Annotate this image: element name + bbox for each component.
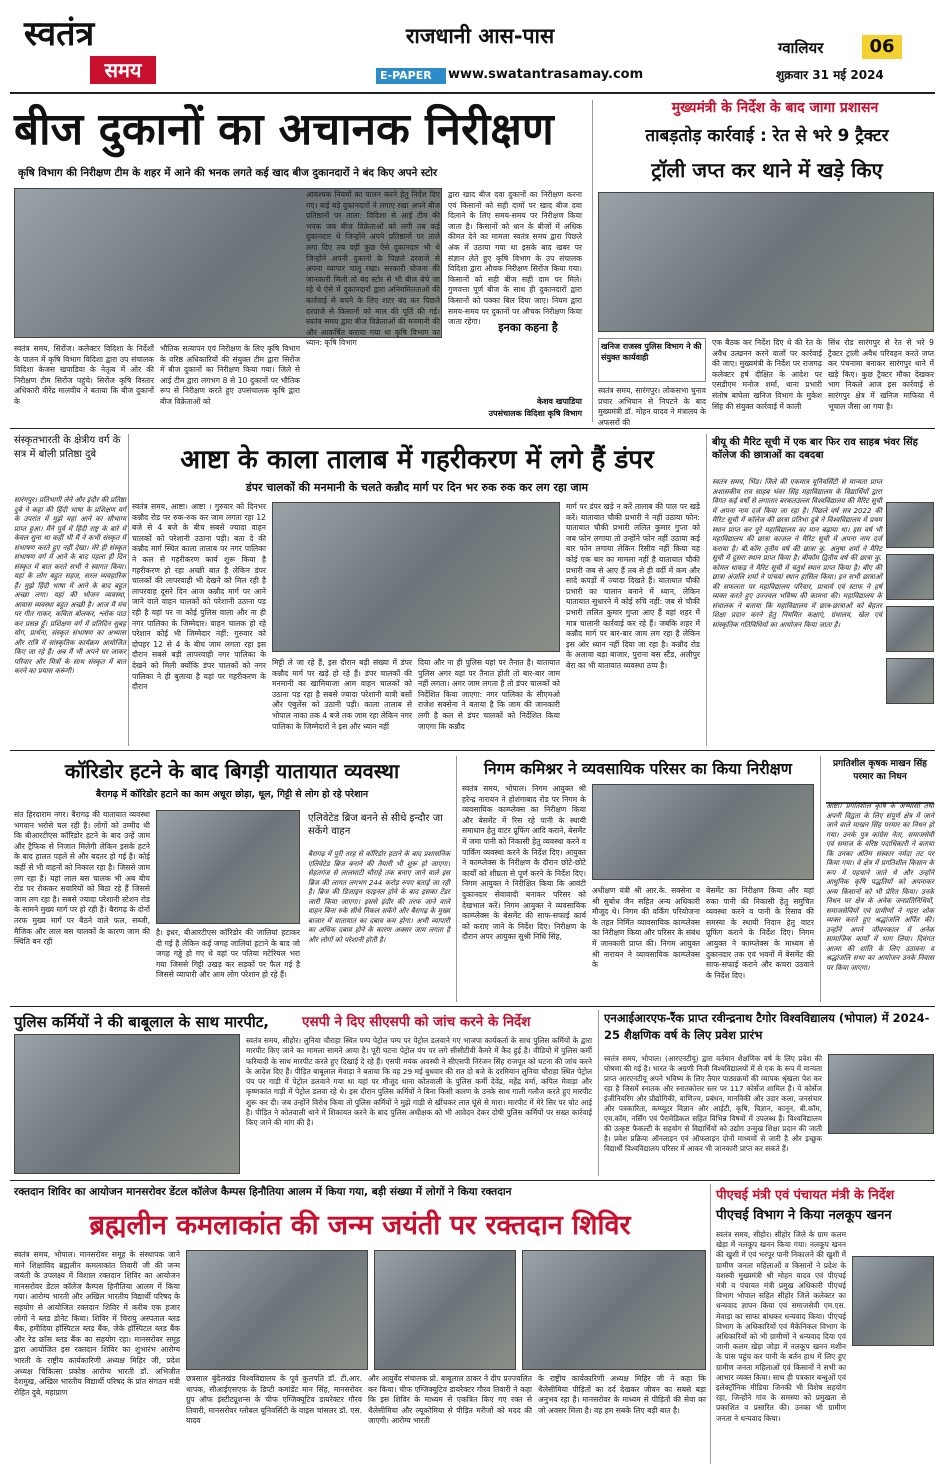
- a12-photo: [852, 1256, 934, 1346]
- website-link[interactable]: www.swatantrasamay.com: [446, 66, 746, 84]
- a10-body: स्वतंत्र समय, भोपाल। (आरएनटीयू) द्वारा वर्तमान शैक्षणिक वर्ष के लिए प्रवेश की घोषणा की गई है। भारत के अग्रणी निजी विश्वविद्यालयों में से एक के रूप में मान्यता प्राप्त आरएनटीयू अपने भविष्य के लिए तैयार पाठ्यक्रमों की व्यापक श्रृंखला पेश कर रहा है जिसमें स्नातक और स्नातकोत्तर स्तर पर 117 कोर्सेज शामिल हैं। ये कोर्सेज इंजीनियरिंग और प्रौद्योगिकी, वाणिज्य, प्रबंधन, मानविकी और उदार कला, जनसंचार और पत्रकारिता, कम्प्यूटर विज्ञान और आईटी, कृषि, विज्ञान, कानून, बी.कॉम, एम.कॉम, नर्सिंग एवं पैरामेडिकल सहित विभिन्न विषयों में उपलब्ध हैं। विश्वविद्यालय की उत्कृष्ट फैकल्टी के सहयोग से विद्यार्थियों को उद्योग उन्मुख शिक्षा प्रदान की जाती है। प्रवेश प्रक्रिया ऑनलाइन एवं ऑफलाइन दोनों माध्यमों से जारी है और इच्छुक विद्यार्थी विश्वविद्यालय परिसर में आकर भी जानकारी प्राप्त कर सकते हैं।: [604, 1054, 822, 1153]
- a11-headline: ब्रह्मलीन कमलाकांत की जन्म जयंती पर रक्तदान शिविर: [89, 1210, 631, 1241]
- section-divider: [10, 1006, 935, 1007]
- section-divider: [10, 1180, 935, 1181]
- epaper-label: E-PAPER: [380, 69, 432, 82]
- a6-col2: है। इधर, बीआरटीएस कॉरिडोर की जालियां हटाकर दी गई है लेकिन कई जगह जालियां हटाने के बाद जो जगह गड्ढे हो गए थे वहां पर पतिया मटेरियल भरा गया जिससे गिट्टी उखड़ कर सड़कों पर फैल गई है जिससे व्यापारी और आम लोग परेशान हो रहे हैं।: [156, 928, 300, 980]
- a9-headline-1: पुलिस कर्मियों ने की बाबूलाल के साथ मारपीट,: [14, 1013, 269, 1031]
- divider: [706, 434, 707, 746]
- logo[interactable]: [20, 14, 158, 88]
- a3-body: सारंगपुर। प्रतिभागी लेने और इंदौर की प्रतिष्ठा दुबे ने कहा की हिंदी भाषा के प्रशिक्षण वर्ग के उपरांत में मुझे यहां आने का सौभाग्य प्राप्त हुआ। मैंने पूर्व में हिंदी राष्ट्र के बारे में केवल सुना था कहीं भी मैं ने कभी संस्कृत में संभाषण करते हुए नहीं देखा। मेरे ही संस्कृत संभाषण वर्ग में आने के बाद पहला ही दिन संस्कृत में बात करते सभी ने स्वागत किया। यहां के लोग बहुत सहज, सरल व्यवहारिक हैं। मुझे हिंदी भाषा में आने के बाद बहुत अच्छा लगा। यहां की भोजन व्यवस्था, आवास व्यवस्था बहुत अच्छी है। आज मैं मंच पर गीत गाकर, कविता बोलकर, श्लोक पाठ कर प्रसन्न हूँ। प्रशिक्षण वर्ग में प्रतिदिन सुबह योग, प्रार्थना, संस्कृत संभाषण का अभ्यास और रात्रि में सांस्कृतिक कार्यक्रम आयोजित किए जा रहे हैं। अब मैं भी अपने घर जाकर परिवार और मित्रों के साथ संस्कृत में बात करने का प्रयास करूंगी।: [14, 496, 126, 675]
- a1-subheadline: कृषि विभाग की निरीक्षण टीम के शहर में आने की भनक लगते कई खाद बीज दुकानदारों ने बंद किए अपने स्टोर: [18, 167, 438, 179]
- section-divider: [10, 750, 935, 751]
- a2-headline-1: ताबड़तोड़ कार्रवाई : रेत से भरे 9 ट्रैक्टर: [645, 126, 889, 146]
- a2-col1: स्वतंत्र समय, सारंगपुर। लोकसभा चुनाव प्रचार अभियान से निपटने के बाद मुख्यमंत्री डॉ. मोहन यादव ने मंत्रालय के अफसरों की: [598, 386, 706, 427]
- divider: [128, 434, 129, 746]
- a5-photo-3: [886, 606, 934, 652]
- divider: [456, 756, 457, 1002]
- section-divider: [10, 428, 935, 429]
- a5-body: स्वतंत्र समय, भिंड। जिले की एकमात्र यूनिवर्सिटी से मान्यता प्राप्त अशासकीय राव साहब भंवर सिंह महाविद्यालय के विद्यार्थियों द्वारा विगत कई वर्षों से लगातार बरकतउल्ला विश्वविद्यालय की मैरिट सूची में अपना नाम दर्ज किया जा रहा है। पिछले वर्ष सत्र 2022 की मैरिट सूची में कॉलेज की छात्रा प्रतिभा दुबे ने विश्वविद्यालय में प्रथम स्थान प्राप्त कर पूरे महाविद्यालय का मान बढ़ाया था। इस वर्ष भी महाविद्यालय की छात्रा काजल ने मैरिट सूची में अपना नाम दर्ज कराया है। बी.कॉम तृतीय वर्ष की छात्रा कु. अनुषा शर्मा ने मैरिट सूची में दूसरा स्थान प्राप्त किया है। बीकॉम द्वितीय वर्ष की छात्रा कु. कोमल धाकड़ ने मैरिट सूची में चतुर्थ स्थान प्राप्त किया है। बीए की छात्रा अंजलि शर्मा ने पांचवां स्थान हासिल किया। इन सभी छात्राओं की सफलता पर महाविद्यालय परिवार, प्राचार्य एवं स्टाफ ने हर्ष व्यक्त करते हुए उज्ज्वल भविष्य की कामना की। महाविद्यालय के संचालक ने बताया कि महाविद्यालय में छात्र-छात्राओं को बेहतर शिक्षा प्रदान करने हेतु नियमित कक्षाएं, ग्रंथालय, खेल एवं सांस्कृतिक गतिविधियों का आयोजन किया जाता है।: [712, 478, 882, 629]
- a8-body: आष्टा। प्रगतिशील कृषि के अभ्यासी तथा अपनी विद्वता के लिए संपूर्ण क्षेत्र में जाने जाने वाले माखन सिंह परमार का निधन हो गया। उनके पुत्र कांग्रेस नेता, समाजसेवी एवं समाज के वरिष्ठ पदाधिकारी ने बताया कि उनका अंतिम संस्कार नर्मदा तट पर किया गया। वे क्षेत्र में प्रगतिशील किसान के रूप में पहचाने जाते थे और उन्होंने आधुनिक कृषि पद्धतियों को अपनाकर अन्य किसानों को भी प्रेरित किया। उनके निधन पर क्षेत्र के अनेक जनप्रतिनिधियों, समाजसेवियों एवं ग्रामीणों ने गहरा शोक व्यक्त करते हुए श्रद्धांजलि अर्पित की। उन्होंने अपने जीवनकाल में अनेक सामाजिक कार्यों में भाग लिया। दिवंगत आत्मा की शांति के लिए उठावना व श्रद्धांजलि सभा का आयोजन उनके निवास पर किया जाएगा।: [826, 802, 934, 972]
- a5-photo-1: [886, 502, 934, 548]
- a4-subheadline: डंपर चालकों की मनमानी के चलते कन्नौद मार्ग पर दिन भर रुक रुक कर लग रहा जाम: [245, 481, 589, 494]
- a2-col2: एक बैठक कर निर्देश दिए थे की रेत के अवैध उत्खनन करने वालों पर कार्रवाई की जाए। मुख्यमंत्री के निर्देश पर राजगढ़ कलेक्टर हर्ष दीक्षित के आदेश पर एसडीएम मनोज शर्मा, थाना प्रभारी संतोष बाघेला खनिज विभाग के मुकेश सिंह की संयुक्त कार्रवाई में काली: [712, 338, 822, 411]
- a12-headline-1: पीएचई मंत्री एवं पंचायत मंत्री के निर्देश: [716, 1188, 895, 1203]
- a9-photo: [14, 1034, 240, 1174]
- a4-col3: दिया और ना ही पुलिस यहां पर तैनात है। यातायात पुलिस अगर यहां पर तैनात होती तो बार-बार जाम नहीं लगता। अगर जाम लगता है तो डंपर चालकों को निर्देशित किया जाएगा: नगर पालिका के सीएमओ राजेश सक्सेना ने बताया है कि जाम की जानकारी लगी है कल से डंपर चालकों को निर्देशित किया जाएगा कि कन्नौद: [418, 658, 560, 731]
- a12-body-top: स्वतंत्र समय, सीहोर। सीहोर जिले के ग्राम कलम खेड़ा में नलकूप खनन किया गया। नलकूप खनन की खुशी में एवं भरपूर पानी निकालने की खुशी में ग्रामीण जनता महिलाओं व किसानों ने प्रदेश के यशस्वी मुख्यमंत्री श्री मोहन यादव एवं पीएचई मंत्री व पंचायत मंत्री प्रमुख अधिकारी पीएचई विभाग भोपाल सहित सीहोर जिले कलेक्टर का धन्यवाद ज्ञापन किया एवं समाजसेवी एम.एस. मेवाड़ा का साफा बांधकर धन्यवाद किया। पीएचई विभाग के अधिकारियों एवं मैकेनिकल विभाग के अधिकारियों को भी ग्रामीणों ने धन्यवाद दिया एवं जानी कलम खेड़ा जोड़ा में नलकूप खनन मशीन के पास पहुंच कर पानी के बर्तन हाथ में लिए हुए ग्रामीण जनता महिलाओं एवं किसानों ने सभी का आभार व्यक्त किया। साथ ही पत्रकार बन्धुओं एवं इलेक्ट्रॉनिक मीडिया जिनकी भी विशेष सहयोग रहा, जिन्होंने गांव के समस्या को प्रमुखता से प्रकाशित व प्रसारित की। उनका भी ग्रामीण जनता ने धन्यवाद किया।: [716, 1230, 846, 1423]
- a10-photo: [828, 1054, 934, 1134]
- a1-quote-signature: केशव खपाडिया: [536, 397, 582, 406]
- a11-col3: और आयुर्वेद संचालक प्रो. बाबूलाल ठाकर ने दीप प्रज्ज्वलित कर किया। चीफ एग्जिक्यूटिव डायरेक्टर गौरव तिवारी ने कहा कि इस शिविर के माध्यम से एकत्रित किए गए रक्त से थैलेसीमिया और ल्यूकोमिया से पीड़ित मरीजों को मदद की जाएगी। आरोग्य भारती: [368, 1374, 532, 1426]
- a6-col1: संत हिरदाराम नगर। बैरागढ़ की यातायात व्यवस्था भगवान भरोसे चल रही है। लोगों को उम्मीद थी कि बीआरटीएस कॉरिडोर हटने के बाद उन्हें जाम और ट्रैफिक से निजात मिलेगी लेकिन इसके हटने के बाद हालत पहले से और बदतर हो गई है। कोई कहीं से भी वाहनों को निकाल रहा है। जिससे जाम लग रहा है। यहां लाल बस चालक भी अब बीच रोड पर रोककर सवारियों को बिठा रहे हैं जिससे जाम लग रहा है। सबसे ज्यादा परेशानी स्टेशन रोड के सामने मुख्य मार्ग पर हो रही है। बैरागढ़ के दोनों तरफ मुख्य मार्ग पर बैठने वाले फल, सब्जी, मैजिक और लाल बस चालकों के कारण जाम की स्थिति बन रही: [14, 810, 150, 947]
- a5-headline: बीयू की मैरिट सूची में एक बार फिर राव साहब भंवर सिंह कॉलेज की छात्राओं का दबदबा: [712, 437, 918, 461]
- a2-headline-2: ट्रॉली जप्त कर थाने में खड़े किए: [651, 158, 883, 182]
- a2-photo: [598, 192, 934, 332]
- a12-headline-2: पीएचई विभाग ने किया नलकूप खनन: [716, 1208, 892, 1223]
- a6-side-body: बैरागढ़ में पूरी तरह से कॉरिडोर हटाने के बाद प्रशासनिक एलिवेटेड ब्रिज बनाने की तैयारी भी शुरू हो जाएगा। सेहतगंज से लालघाटी चौराहे तक बनाए जाने वाले इस ब्रिज की लागत लगभग 244 करोड़ रुपए बताई जा रही है। ब्रिज की डिजाइन फाइनल होने के बाद इसका टेंडर जारी किया जाएगा। इससे इंदौर की तरफ जाने वाले वाहन बिना रुके सीधे निकल सकेंगे और बैरागढ़ के मुख्य बाजार में यातायात का दबाव कम होगा। अभी व्यापारी का अधिक दबाव होने के कारण अक्सर जाम लगता है और लोगों को परेशानी होती है।: [308, 850, 450, 944]
- a9-body: स्वतंत्र समय, सीहोर। लुनिया चौराहा स्थित पम्प पेट्रोल पम्प पर पेट्रोल डलवाने गए भाजपा कार्यकर्ता के साथ पुलिस कर्मियों के द्वारा मारपीट किए जाने का मामला सामने आया है। पूरी घटना पेट्रोल पंप पर लगे सीसीटीवी कैमरे में कैद हुई है। वीडियो में पुलिस कर्मी फरियादी के साथ मारपीट करते हुए दिखाई दे रहे हैं। एसपी मयंक अवस्थी ने सीएसपी निरंजन सिंह राजपूत को घटना की जांच करने के आदेश दिए हैं। पीड़ित बाबूलाल मेवाड़ा ने बताया कि वह 29 मई बुधवार की रात दो बजे के दरमियान लुनिया चौराहा स्थित पेट्रोल पंप पर गाड़ी में पेट्रोल डलवाने गया था यहां पर मौजूद थाना कोतवाली के पुलिस कर्मी देवेंद्र, महेंद्र वर्मा, कपिल मेवाड़ा और कृष्णकांत गाड़ी में पेट्रोल डलवा रहे थे। इस दौरान पुलिस कर्मियों ने बिना किसी कारण के उनके साथ गाली गलौज करते हुए मारपीट शुरू कर दी। जब उन्होंने विरोध किया तो पुलिस कर्मियों ने मुझे गाड़ी से खींचकर लात घूंसे से मारा। मारपीट में मेरे सिर पर चोट आई है। पीड़ित ने कोतवाली थाने में शिकायत करने के बाद पुलिस अधीक्षक को भी आवेदन देकर दोषी पुलिस कर्मियों पर सख्त कार्रवाई किए जाने की मांग की है।: [246, 1036, 592, 1128]
- a1-col2: भौतिक सत्यापन एवं निरीक्षण के लिए कृषि विभाग के वरिष्ठ अधिकारियों की संयुक्त टीम द्वारा सिरोंज में बीज दुकानों का निरीक्षण किया गया। जिले से आई टीम द्वारा लगभग 8 से 10 दुकानों पर भौतिक रूप से निरीक्षण करते हुए उपसंचालक कृषि द्वारा बीज विक्रेताओं को: [160, 344, 300, 406]
- a6-photo: [156, 810, 300, 924]
- a11-photo-2: [374, 1250, 516, 1370]
- masthead: [0, 0, 945, 92]
- a7-col3: बेसमेंट का निरीक्षण किया और यहां रुका पानी की निकासी हेतु समुचित व्यवस्था करने व पानी के रिसाव की समस्या के स्थायी निदान हेतु वाटर प्रूफिंग कराने के निर्देश दिए। निगम आयुक्त ने काम्प्लेक्स के माध्यम से दुकानदार तक एवं भवनों में बेसमेंट की साफ-सफाई कराने और कचरा उठवाने के निर्देश दिए।: [706, 886, 814, 980]
- a4-col1: स्वतंत्र समय, आष्टा। आष्टा । गुरुवार को दिनभर कन्नौद रोड पर रुक-रुक कर जाम लगता रहा 12 बजे से 4 बजे के बीच सबसे ज्यादा वाहन चालकों को परेशानी उठाना पड़ी। बता दे की कन्नौद मार्ग स्थित काला तालाब पर नगर पालिका ने कल से गहरीकरण कार्य शुरू किया है गहरीकरण हो रहा अच्छी बात है लेकिन डंपर चालकों की लापरवाही भी देखने को मिल रही है लापरवाह दूसरे दिन आज कन्नौद मार्ग पर आने जाने वाले वाहन चालकों को परेशानी उठाना पड़ रही है यहां पर ना कोई पुलिस वाला और ना ही नगर पालिका के जिम्मेदार। वाहन चालक हो रहे परेशान कोई भी जिम्मेदार नहीं: गुरुवार को दोपहर 12 से 4 के बीच जाम लगता रहा इस दौरान सबसे बड़ी लापरवाही नगर पालिका के देखने को मिली क्योंकि डंपर चालकों को नगर पालिका ने ही बुलाया है यहां पर गहरीकरण के दौरान: [132, 502, 266, 692]
- a4-col2: मिट्टी ले जा रहे हैं, इस दौरान बड़ी संख्या में डंपर कन्नौद मार्ग पर खड़े हो रहे हैं। डंपर चालकों की मनमानी का खामियाजा आम वाहन चालकों को उठाना पड़ रहा है सबसे ज्यादा परेशानी यात्री बसों और एंबुलेंस को उठानी पड़ी। काला तालाब से भोपाल नाका तक 4 बजे तक जाम रहा लेकिन नगर पालिका के जिम्मेदारों ने इस और ध्यान नहीं: [272, 658, 412, 731]
- divider: [820, 756, 821, 1002]
- a11-col2: छत्रसाल बुंदेलखंड विश्वविद्यालय के पूर्व कुलपति डॉ. टी.आर. थापक, सीआईएसएफ के डिप्टी कमांडेंट मान सिंह, मानसरोवर ग्रुप ऑफ इंस्टीट्यूशन्स के चीफ एग्जिक्यूटिव डायरेक्टर गौरव तिवारी, मानसरोवर ग्लोबल यूनिवर्सिटी के वाइस चांसलर डॉ. एस. यादव: [186, 1374, 362, 1426]
- date-line: शुक्रवार 31 मई 2024: [776, 68, 884, 82]
- a4-photo: [272, 502, 560, 652]
- page-number: 06: [862, 35, 902, 59]
- a7-col2: अधीक्षण यंत्री श्री आर.के. सक्सेना व श्री सुबोध जैन सहित अन्य अधिकारी मौजूद थे। निगम की वर्किंग परियोजना के तहत निर्मित व्यावसायिक काम्प्लेक्स का निरीक्षण किया और परिसर के संबंध में जानकारी प्राप्त की। निगम आयुक्त श्री नारायन ने व्यावसायिक काम्प्लेक्स के: [592, 886, 700, 970]
- a2-box: खनिज राजस्व पुलिस विभाग ने की संयुक्त कार्यवाही: [598, 338, 706, 382]
- a7-col1: स्वतंत्र समय, भोपाल। निगम आयुक्त श्री हरेन्द्र नारायन ने होशंगाबाद रोड पर निगम के व्यवसायिक काम्प्लेक्स का निरीक्षण किया और बेसमेंट में रिस रहे पानी के स्थायी समाधान हेतु वाटर प्रूफिंग आदि कराने, बेसमेंट में जमा पानी को निकासी हेतु व्यवस्था करने व पार्किंग व्यवस्था करने के निर्देश दिए। आयुक्त ने काम्प्लेक्स के निरीक्षण के दौरान छोटे-छोटे कार्यों को शीघ्रता से पूर्ण करने के निर्देश दिए। निगम आयुक्त ने निरीक्षित किया कि आवंटी दुकानदार सेवावादी बनाकर परिसर को देखभाल करें। निगम आयुक्त ने व्यवसायिक काम्प्लेक्स के बेसमेंट की साफ-सफाई कार्य को कराए जाने के निर्देश दिए। निरीक्षण के दौरान अपर आयुक्त सुश्री निधि सिंह,: [462, 784, 587, 942]
- a1-col3: आवश्यक नियमों का पालन करने हेतु निर्देश दिए गए। कई बड़े दुकानदारों ने लगाए रखा अपने बीज प्रतिष्ठानों पर ताला: विदिशा से आई टीम की भनक जब बीज विक्रेताओं को लगी तब कई दुकानदार थे जिन्होंने अपने प्रतिष्ठानों पर ताले लगा दिए तब वहीं कुछ ऐसे दुकानदार भी थे जिन्होंने अपनी दुकानों के पिछले दरवाजे से अपना व्यापार चालू रखा। सरकारी योजना की जानकारी मिली तो बंद स्टोर से भी बीज बेचे जा रहे थे ऐसे में दुकानदारों द्वारा अनियमितताओं की कार्रवाई से बचने के लिए शटर बंद कर पिछले दरवाजे से किसानों को माल की पूर्ति की गई। स्वतंत्र समय द्वारा बीज विक्रेताओं की मनमानी की और आकर्षित कराया गया था कृषि विभाग का ध्यान: कृषि विभाग: [306, 190, 440, 348]
- a6-side-title: एलिवेटेड ब्रिज बनने से सीधे इन्दौर जा सकेंगे वाहन: [308, 813, 443, 837]
- a3-headline: संस्कृतभारती के क्षेत्रीय वर्ग के सत्र में बोली प्रतिष्ठा दुबे: [14, 435, 121, 460]
- a7-photo: [592, 784, 814, 880]
- a11-col4: के राष्ट्रीय कार्यकारिणी अध्यक्ष मिहिर जी ने कहा कि थैलेसीमिया पीड़ितों का दर्द देखकर जीवन का सबसे बड़ा अनुभव रहा है। मानसरोवर के माध्यम से पीड़ितों की सेवा का जो अवसर मिला है। वह हम सबके लिए बड़ी बात है।: [538, 1374, 706, 1415]
- logo-top-text: स्वतंत्र: [24, 14, 95, 54]
- a1-headline: बीज दुकानों का अचानक निरीक्षण: [14, 104, 554, 155]
- a10-headline: एनआईआरएफ-रैंक प्राप्त रवीन्द्रनाथ टैगोर विश्वविद्यालय (भोपाल) में 2024-25 शैक्षणिक वर्ष के लिए प्रवेश प्रारंभ: [604, 1011, 930, 1042]
- a5-photo-4: [886, 658, 934, 704]
- a11-photo-3: [522, 1250, 706, 1370]
- a6-headline: कॉरिडोर हटने के बाद बिगड़ी यातायात व्यवस्था: [64, 759, 400, 783]
- a9-headline-2-box: एसपी ने दिए सीएसपी को जांच करने के निर्देश: [302, 1014, 531, 1030]
- a1-col1: स्वतंत्र समय, सिरोंज। कलेक्टर विदिशा के निर्देशों के पालन में कृषि विभाग विदिशा द्वारा उप संचालक विदिशा केजस खपाडिया के नेतृत्व में ओर की निरीक्षण टीम सिरोंज पहुंचे। सिरोंज कृषि विस्तार अधिकारी वीरेंद्र मालवीय ने बताया कि बीज दुकानों के: [14, 344, 154, 406]
- section-title: राजधानी आस-पास: [405, 24, 555, 48]
- a1-col4: द्वारा खाद बीज दवा दुकानों का निरीक्षण करना एवं किसानों को सही दामों पर खाद बीज दवा दिलाने के लिए समय-समय पर निरीक्षण किया जाता है। किसानों को धान के बीजों में अधिक कीमत देने का मामला स्वतंत्र समय द्वारा पिछले अंक में उठाया गया था इसके बाद खबर पर संज्ञान लेते हुए कृषि विभाग के उप संचालक विदिशा द्वारा औचक निरीक्षण सिरोंज किया गया। किसानों को सही बीज सही दाम पर मिले। गुणवत्ता पूर्ण बीज के साथ ही दुकानदारों द्वारा किसानों को पक्का बिल दिया जाए। नियम द्वारा समय-समय पर दुकानों पर औचक निरीक्षण किया जाता रहेगा।: [448, 190, 582, 327]
- divider: [592, 100, 593, 422]
- a11-kicker: रक्तदान शिविर का आयोजन मानसरोवर डेंटल कॉलेज कैम्पस हिनौतिया आलम में किया गया, बड़ी संख्या में लोगों ने किया रक्तदान: [14, 1186, 512, 1198]
- divider: [710, 1184, 711, 1464]
- a11-photo-1: [186, 1250, 368, 1370]
- a5-photo-2: [886, 554, 934, 600]
- a2-kicker: मुख्यमंत्री के निर्देश के बाद जागा प्रशासन: [671, 100, 879, 116]
- a1-quote-title: इनका कहना है: [498, 321, 558, 334]
- a7-headline: निगम कमिश्नर ने व्यवसायिक परिसर का किया निरीक्षण: [484, 760, 792, 778]
- masthead-divider: [10, 92, 935, 94]
- a4-col4: मार्ग पर डंपर खड़े न करें तालाब की पाल पर खड़े करें। यातायात चौकी प्रभारी ने नहीं उठाया फोन: यातायात चौकी प्रभारी ललित कुमार गुप्ता को जब फोन लगाया तो उन्होंने फोन नहीं उठाया कई बार फोन लगाया लेकिन रिसीव नहीं किया यह कोई एक बार का मामला नहीं है यातायात चौकी प्रभारी जब से आए हैं तब से ही वर्दी में कम और सादे कपड़ों में ज्यादा दिखते हैं। यातायात चौकी प्रभारी का चालान बनाने में ध्यान, लेकिन यातायात सुधारने में कोई रुचि नहीं: जब से चौकी प्रभारी ललित कुमार गुप्ता आए हैं वहां शहर में मात्र चालानी कार्रवाई कर रहे हैं। जबकि शहर में कन्नौद मार्ग पर बार-बार जाम लग रहा है लेकिन इस ओर ध्यान नहीं दिया जा रहा है। कन्नौद रोड के अलावा बड़ा बाजार, पुराना बस स्टैंड, अलीपुर बेरा का भी यातायात व्यवस्था ठप्प है।: [566, 502, 700, 670]
- a6-subheadline: बैरागढ़ में कॉरिडोर हटाने का काम अधूरा छोड़ा, धूल, गिट्टी से लोग हो रहे परेशान: [95, 789, 369, 800]
- a11-col1: स्वतंत्र समय, भोपाल। मानसरोवर समूह के संस्थापक जाने माने शिक्षाविद ब्रह्मलीन कमलाकांत तिवारी जी की जन्म जयंती के उपलक्ष्य में विशाल रक्तदान शिविर का आयोजन मानसरोवर डेंटल कॉलेज कैम्पस हिनौतिया आलम में किया गया। आरोग्य भारती और अखिल भारतीय विद्यार्थी परिषद के सहयोग से आयोजित रक्तदान शिविर में करीब एक हजार लोगों ने ब्लड डोनेट किया। शिविर में चिरायु अस्पताल ब्लड बैंक, हमीदिया हॉस्पिटल ब्लड बैंक, जेके हॉस्पिटल ब्लड बैंक और रेड क्रॉस ब्लड बैंक का सहयोग रहा। मानसरोवर समूह द्वारा आयोजित इस रक्तदान शिविर का शुभारंभ आरोग्य भारती के राष्ट्रीय कार्यकारिणी अध्यक्ष मिहिर जी, प्रदेश अध्यक्ष चिकित्सा प्रकोष्ठ आरोग्य भारती डॉ. अभिजीत देशमुख, अखिल भारतीय विद्यार्थी परिषद के प्रांत संगठन मंत्री रोहित दुबे, महाप्राण: [14, 1250, 180, 1397]
- a8-headline: प्रगतिशील कृषक माखन सिंह परमार का निधन: [833, 759, 927, 782]
- logo-bottom-text: समय: [90, 56, 156, 84]
- a4-headline: आष्टा के काला तालाब में गहरीकरण में लगे हैं डंपर: [180, 445, 654, 475]
- city-label: ग्वालियर: [778, 39, 824, 57]
- a2-col3: सिंध रोड सारंगपुर से रेत से भरे 9 ट्रैक्टर ट्राली अवैध परिवहन करते जप्त कर पंचनामा बनाकर सारंगपुर थाने में खड़े किए। कुछ ट्रैक्टर मौका देखकर भाग निकले आज इस कार्रवाई से सारंगपुर क्षेत्र में खनिज माफिया में भूचाल जैसा आ गया है।: [828, 338, 934, 411]
- divider: [598, 1010, 599, 1176]
- a1-quote-designation: उपसंचालक विदिशा कृषि विभाग: [488, 409, 582, 418]
